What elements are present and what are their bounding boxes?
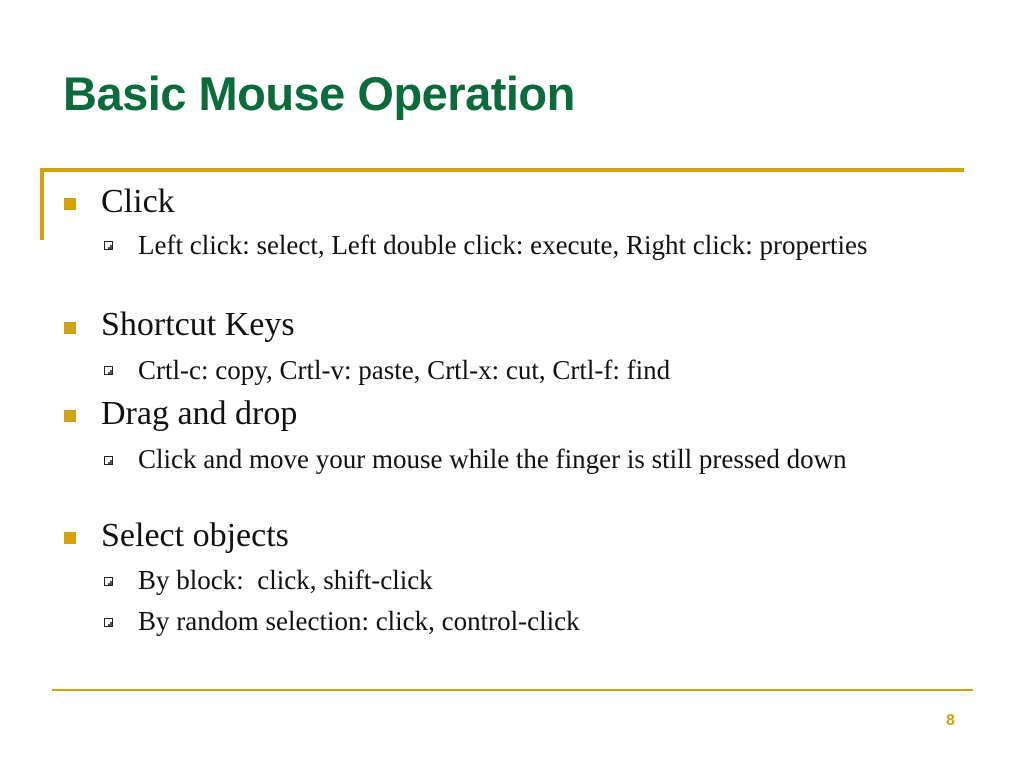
hollow-square-bullet-icon	[104, 366, 113, 375]
square-bullet-icon	[64, 322, 76, 334]
hollow-square-bullet-icon	[104, 241, 113, 250]
bullet-item: Select objects	[101, 517, 289, 554]
hollow-square-bullet-icon	[104, 618, 113, 627]
sub-bullet-item: By block: click, shift-click	[138, 565, 433, 595]
page-number: 8	[946, 712, 955, 729]
sub-bullet-item: By random selection: click, control-click	[138, 606, 580, 636]
hollow-square-bullet-icon	[104, 456, 113, 465]
square-bullet-icon	[64, 198, 76, 210]
bullet-item: Drag and drop	[101, 395, 298, 432]
square-bullet-icon	[64, 410, 76, 422]
sub-bullet-item: Crtl-c: copy, Crtl-v: paste, Crtl-x: cut, Crtl-f: find	[138, 355, 671, 385]
sub-bullet-item: Left click: select, Left double click: execute, Right click: properties	[138, 230, 868, 260]
slide-title: Basic Mouse Operation	[63, 67, 575, 120]
bullet-item: Click	[101, 183, 175, 220]
bullet-item: Shortcut Keys	[101, 306, 295, 343]
sub-bullet-item: Click and move your mouse while the finger is still pressed down	[138, 444, 847, 474]
square-bullet-icon	[64, 532, 76, 544]
footer-divider-line	[52, 689, 973, 691]
hollow-square-bullet-icon	[104, 577, 113, 586]
